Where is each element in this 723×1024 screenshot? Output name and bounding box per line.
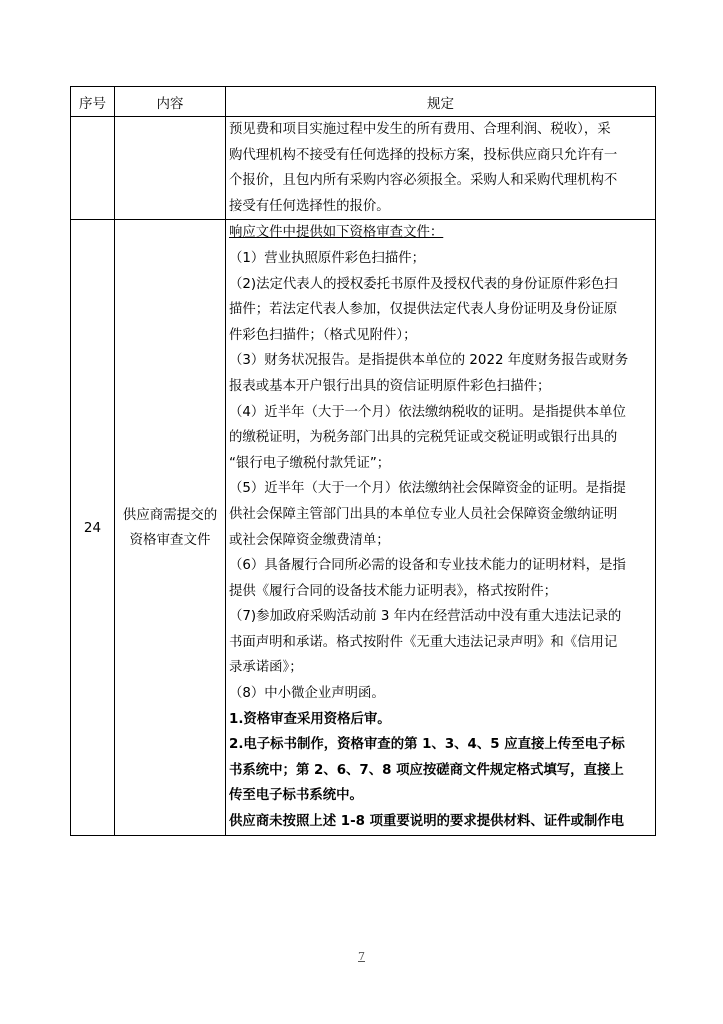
rule-line: 提供《履行合同的设备技术能力证明表》，格式按附件；	[229, 583, 558, 599]
rule-line: （8）中小微企业声明函。	[229, 686, 385, 702]
table-row	[71, 117, 656, 220]
row-rules	[226, 117, 656, 220]
rule-line: 2.电子标书制作，资格审查的第 1、3、4、5 应直接上传至电子标	[229, 737, 625, 753]
requirements-table	[70, 86, 656, 836]
row-item	[115, 220, 226, 835]
rule-line: （4）近半年（大于一个月）依法缴纳税收的证明。是指提供本单位	[229, 404, 626, 420]
rule-line: （7)参加政府采购活动前 3 年内在经营活动中没有重大违法记录的	[229, 609, 622, 625]
header-content: 内容	[115, 87, 226, 117]
rule-line: 响应文件中提供如下资格审查文件：	[229, 225, 444, 241]
row-item-line: 供应商需提交的	[122, 506, 218, 523]
rule-line: 描件；若法定代表人参加，仅提供法定代表人身份证明及身份证原	[229, 302, 618, 318]
rule-line: 录承诺函》；	[229, 660, 303, 676]
rule-line: 购代理机构不接受有任何选择的投标方案，投标供应商只允许有一	[229, 147, 618, 163]
rule-line: （5）近半年（大于一个月）依法缴纳社会保障资金的证明。是指提	[229, 481, 626, 497]
header-number: 序号	[71, 87, 115, 117]
rule-line: 个报价，且包内所有采购内容必须报全。采购人和采购代理机构不	[229, 173, 618, 189]
row-item-line: 资格审查文件	[129, 531, 211, 548]
rule-line: 件彩色扫描件；（格式见附件）；	[229, 327, 417, 343]
rule-line: 传至电子标书系统中。	[229, 788, 363, 804]
table-row	[71, 220, 656, 835]
rule-line: 接受有任何选择性的报价。	[229, 198, 390, 214]
rule-line: 报表或基本开户银行出具的资信证明原件彩色扫描件；	[229, 378, 551, 394]
rule-line: 书面声明和承诺。格式按附件《无重大违法记录声明》和《信用记	[229, 634, 618, 650]
rule-line: （3）财务状况报告。是指提供本单位的 2022 年度财务报告或财务	[229, 353, 629, 369]
table-header-row	[71, 87, 656, 117]
rule-line: 预见费和项目实施过程中发生的所有费用、合理利润、税收），采	[229, 122, 611, 137]
row-number	[71, 117, 115, 220]
header-rules: 规定	[226, 87, 656, 117]
row-rules	[226, 220, 656, 835]
row-number: 24	[71, 220, 115, 835]
rule-line: 供社会保障主管部门出具的本单位专业人员社会保障资金缴纳证明	[229, 506, 618, 522]
rule-line: （2)法定代表人的授权委托书原件及授权代表的身份证原件彩色扫	[229, 276, 618, 292]
rule-line: 的缴税证明，为税务部门出具的完税凭证或交税证明或银行出具的	[229, 430, 618, 446]
page-number: 7	[358, 950, 365, 963]
rule-line: “银行电子缴税付款凭证”；	[229, 455, 391, 471]
rule-line: 或社会保障资金缴费清单；	[229, 532, 390, 548]
rule-line: 书系统中；第 2、6、7、8 项应按磋商文件规定格式填写，直接上	[229, 762, 624, 778]
rule-line: （1）营业执照原件彩色扫描件；	[229, 250, 425, 266]
row-item	[115, 117, 226, 220]
rule-line: 供应商未按照上述 1-8 项重要说明的要求提供材料、证件或制作电	[229, 814, 625, 830]
rule-line: （6）具备履行合同所必需的设备和专业技术能力的证明材料，是指	[229, 558, 626, 574]
rule-line: 1.资格审查采用资格后审。	[229, 711, 391, 727]
